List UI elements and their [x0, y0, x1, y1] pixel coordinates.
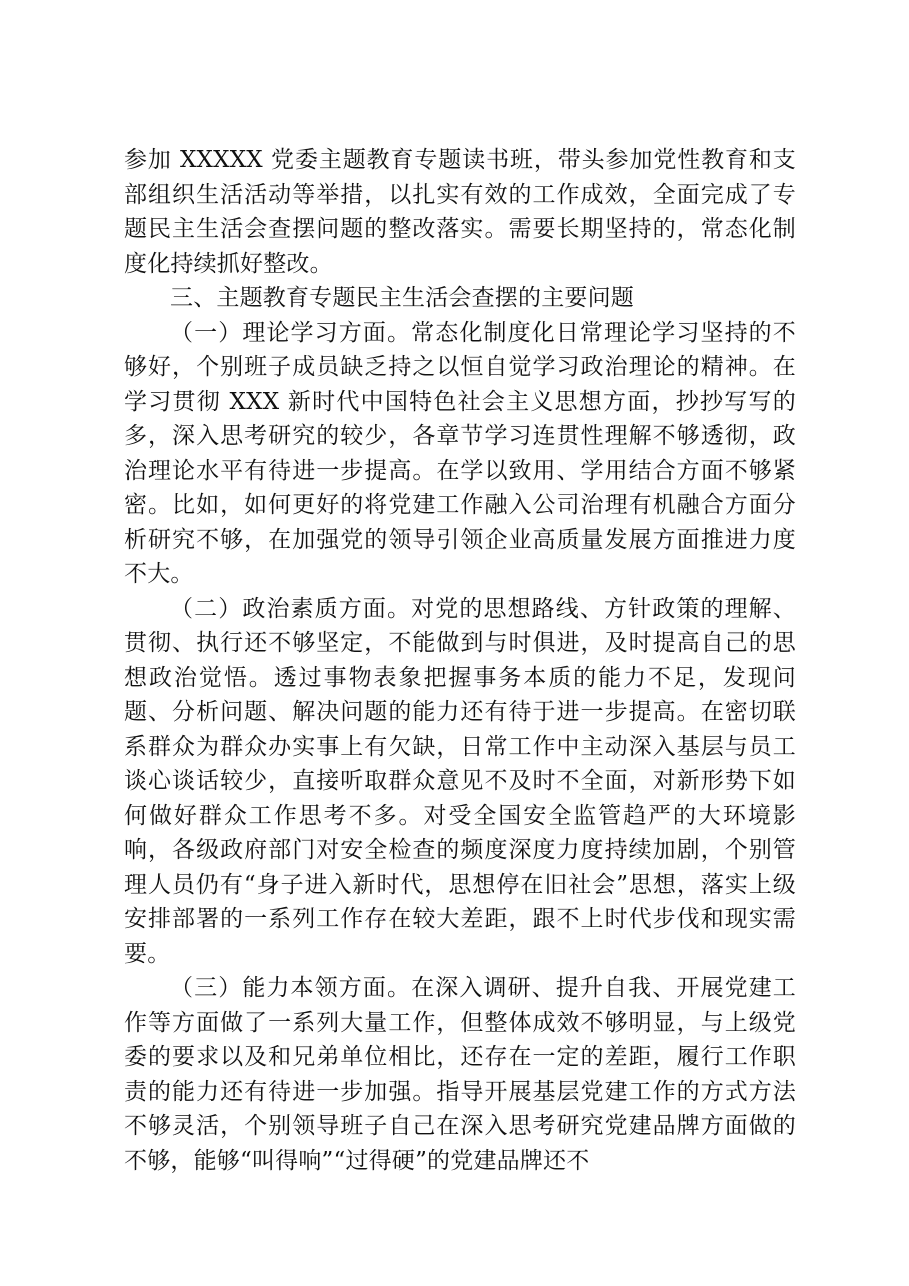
paragraph-continuation: 参加 XXXXX 党委主题教育专题读书班，带头参加党性教育和支部组织生活活动等举措，以扎实有效的工作成效，全面完成了专题民主生活会查摆问题的整改落实。需要长期坚持的，常态化制度化持续抓好整改。 — [124, 147, 796, 277]
section-heading: 三、主题教育专题民主生活会查摆的主要问题 — [170, 285, 634, 311]
paragraph-political-quality: （二）政治素质方面。对党的思想路线、方针政策的理解、贯彻、执行还不够坚定，不能做到与时俱进，及时提高自己的思想政治觉悟。透过事物表象把握事务本质的能力不足，发现问题、分析问题、解决问题的能力还有待于进一步提高。在密切联系群众为群众办实事上有欠缺，日常工作中主动深入基层与员工谈心谈话较少，直接听取群众意见不及时不全面，对新形势下如何做好群众工作思考不多。对受全国安全监管趋严的大环境影响，各级政府部门对安全检查的频度深度力度持续加剧，个别管理人员仍有“身子进入新时代，思想停在旧社会”思想，落实上级安排部署的一系列工作存在较大差距，跟不上时代步伐和现实需要。 — [124, 595, 796, 967]
document-page — [124, 143, 796, 1178]
paragraph-theory-study: （一）理论学习方面。常态化制度化日常理论学习坚持的不够好，个别班子成员缺乏持之以恒自觉学习政治理论的精神。在学习贯彻 XXX 新时代中国特色社会主义思想方面，抄抄写写的多，深入思考研究的较少，各章节学习连贯性理解不够透彻，政治理论水平有待进一步提高。在学以致用、学用结合方面不够紧密。比如，如何更好的将党建工作融入公司治理有机融合方面分析研究不够，在加强党的领导引领企业高质量发展方面推进力度不大。 — [124, 319, 796, 587]
paragraph-capability: （三）能力本领方面。在深入调研、提升自我、开展党建工作等方面做了一系列大量工作，但整体成效不够明显，与上级党委的要求以及和兄弟单位相比，还存在一定的差距，履行工作职责的能力还有待进一步加强。指导开展基层党建工作的方式方法不够灵活，个别领导班子自己在深入思考研究党建品牌方面做的不够，能够“叫得响”“过得硬”的党建品牌还不 — [124, 975, 796, 1174]
